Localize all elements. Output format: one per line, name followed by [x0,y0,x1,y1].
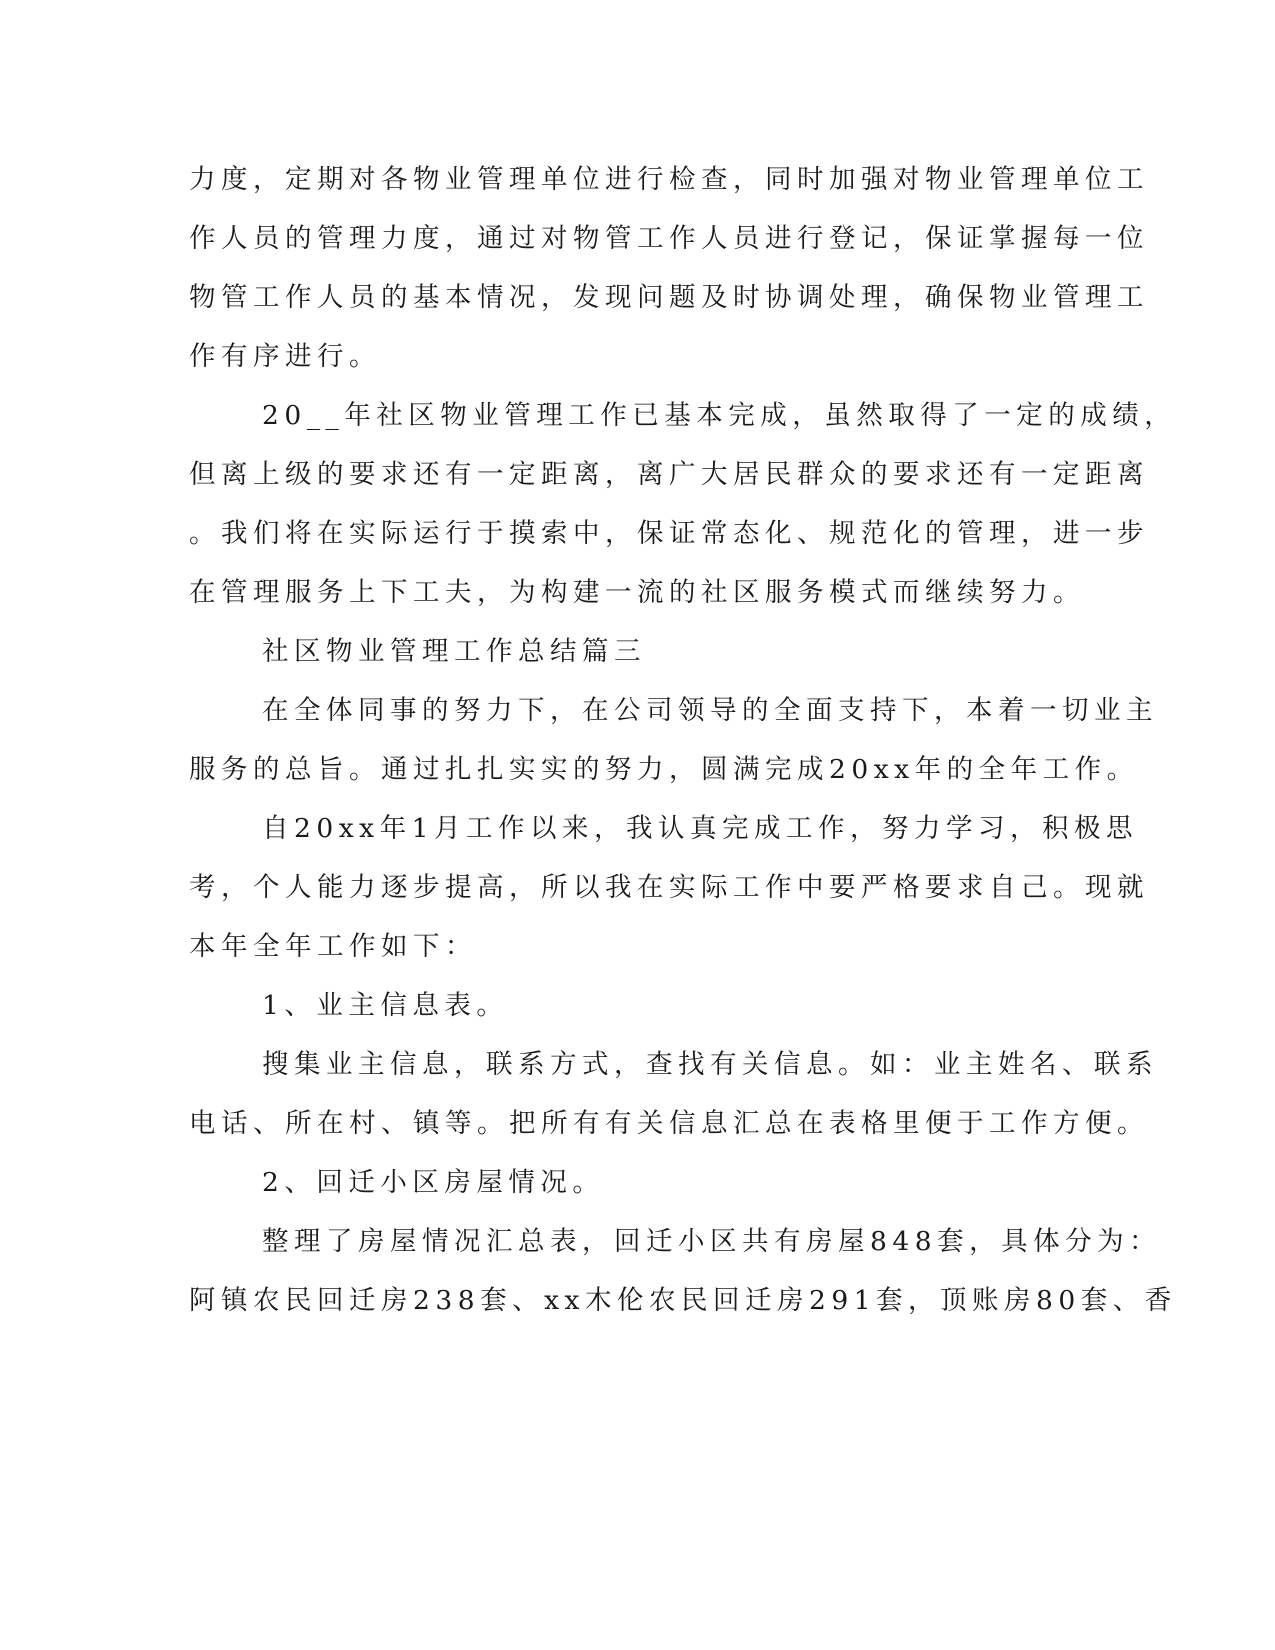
paragraph-line: 本年全年工作如下： [189,931,477,962]
paragraph-line: 20__年社区物业管理工作已基本完成，虽然取得了一定的成绩， [262,400,1177,431]
paragraph-line: 。我们将在实际运行于摸索中，保证常态化、规范化的管理，进一步 [189,518,1149,549]
paragraph-line: 但离上级的要求还有一定距离，离广大居民群众的要求还有一定距离 [189,459,1149,490]
paragraph-line: 服务的总旨。通过扎扎实实的努力，圆满完成20xx年的全年工作。 [189,754,1139,785]
paragraph-line: 整理了房屋情况汇总表，回迁小区共有房屋848套，具体分为： [262,1226,1162,1257]
paragraph-line: 在管理服务上下工夫，为构建一流的社区服务模式而继续努力。 [189,577,1085,608]
paragraph-line: 在全体同事的努力下，在公司领导的全面支持下，本着一切业主 [262,695,1158,726]
paragraph-line: 物管工作人员的基本情况，发现问题及时协调处理，确保物业管理工 [189,282,1149,313]
paragraph-line: 电话、所在村、镇等。把所有有关信息汇总在表格里便于工作方便。 [189,1108,1149,1139]
paragraph-line: 作有序进行。 [189,341,381,372]
paragraph-line: 搜集业主信息，联系方式，查找有关信息。如：业主姓名、联系 [262,1049,1158,1080]
list-item-heading: 2、回迁小区房屋情况。 [262,1167,605,1198]
paragraph-line: 作人员的管理力度，通过对物管工作人员进行登记，保证掌握每一位 [189,223,1149,254]
list-item-heading: 1、业主信息表。 [262,990,509,1021]
section-heading: 社区物业管理工作总结篇三 [262,636,646,667]
paragraph-line: 力度，定期对各物业管理单位进行检查，同时加强对物业管理单位工 [189,164,1149,195]
paragraph-line: 自20xx年1月工作以来，我认真完成工作，努力学习，积极思 [262,813,1138,844]
paragraph-line: 考，个人能力逐步提高，所以我在实际工作中要严格要求自己。现就 [189,872,1149,903]
paragraph-line: 阿镇农民回迁房238套、xx木伦农民回迁房291套，顶账房80套、香 [189,1285,1177,1316]
